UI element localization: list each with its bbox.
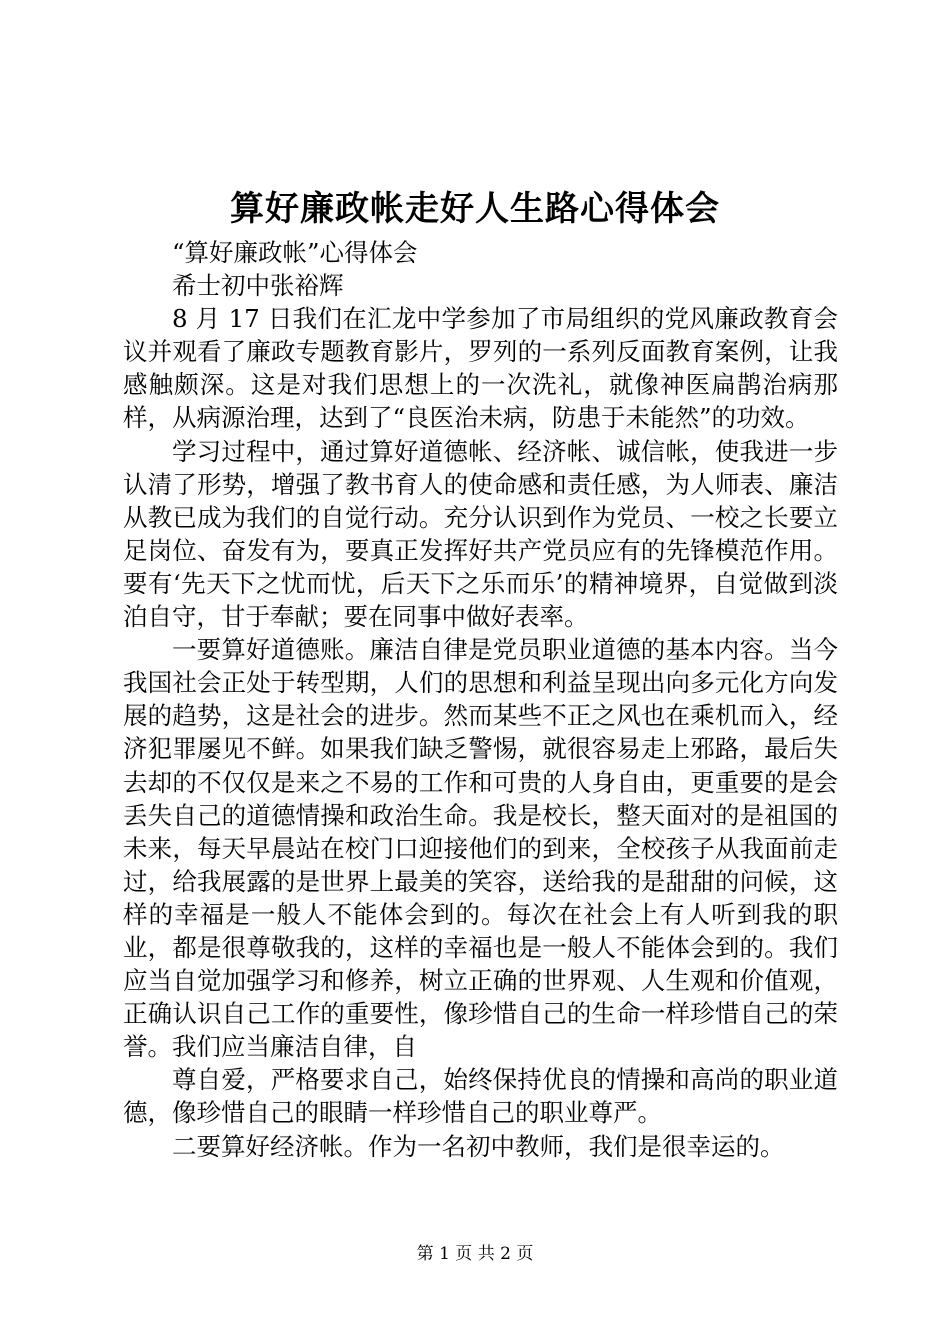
document-body	[123, 236, 838, 1163]
body-paragraph: 二要算好经济帐。作为一名初中教师，我们是很幸运的。	[172, 1131, 785, 1161]
subtitle-line: “算好廉政帐”心得体会	[172, 238, 418, 267]
body-paragraph: 8 月 17 日我们在汇龙中学参加了市局组织的党风廉政教育会议并观看了廉政专题教育影片，罗列的一系列反面教育案例，让我感触颇深。这是对我们思想上的一次洗礼，就像神医扁鹊治病那样，从病源治理，达到了“良医治未病，防患于未能然”的功效。	[123, 304, 838, 433]
page-number-footer: 第 1 页 共 2 页	[416, 1244, 534, 1264]
author-line: 希士初中张裕辉	[172, 271, 344, 301]
body-paragraph: 尊自爱，严格要求自己，始终保持优良的情操和高尚的职业道德，像珍惜自己的眼睛一样珍惜自己的职业尊严。	[123, 1065, 838, 1128]
body-paragraph: 学习过程中，通过算好道德帐、经济帐、诚信帐，使我进一步认清了形势，增强了教书育人的使命感和责任感，为人师表、廉洁从教已成为我们的自觉行动。充分认识到作为党员、一校之长要立足岗位、奋发有为，要真正发挥好共产党员应有的先锋模范作用。要有‘先天下之忧而忧，后天下之乐而乐’的精神境界，自觉做到淡泊自守，甘于奉献；要在同事中做好表率。	[123, 436, 838, 632]
body-paragraph: 一要算好道德账。廉洁自律是党员职业道德的基本内容。当今我国社会正处于转型期，人们的思想和利益呈现出向多元化方向发展的趋势，这是社会的进步。然而某些不正之风也在乘机而入，经济犯罪屡见不鲜。如果我们缺乏警惕，就很容易走上邪路，最后失去却的不仅仅是来之不易的工作和可贵的人身自由，更重要的是会丢失自己的道德情操和政治生命。我是校长，整天面对的是祖国的未来，每天早晨站在校门口迎接他们的到来，全校孩子从我面前走过，给我展露的是世界上最美的笑容，送给我的是甜甜的问候，这样的幸福是一般人不能体会到的。每次在社会上有人听到我的职业，都是很尊敬我的，这样的幸福也是一般人不能体会到的。我们应当自觉加强学习和修养，树立正确的世界观、人生观和价值观，正确认识自己工作的重要性，像珍惜自己的生命一样珍惜自己的荣誉。我们应当廉洁自律，自	[123, 635, 838, 1062]
document-title: 算好廉政帐走好人生路心得体会	[230, 189, 720, 229]
